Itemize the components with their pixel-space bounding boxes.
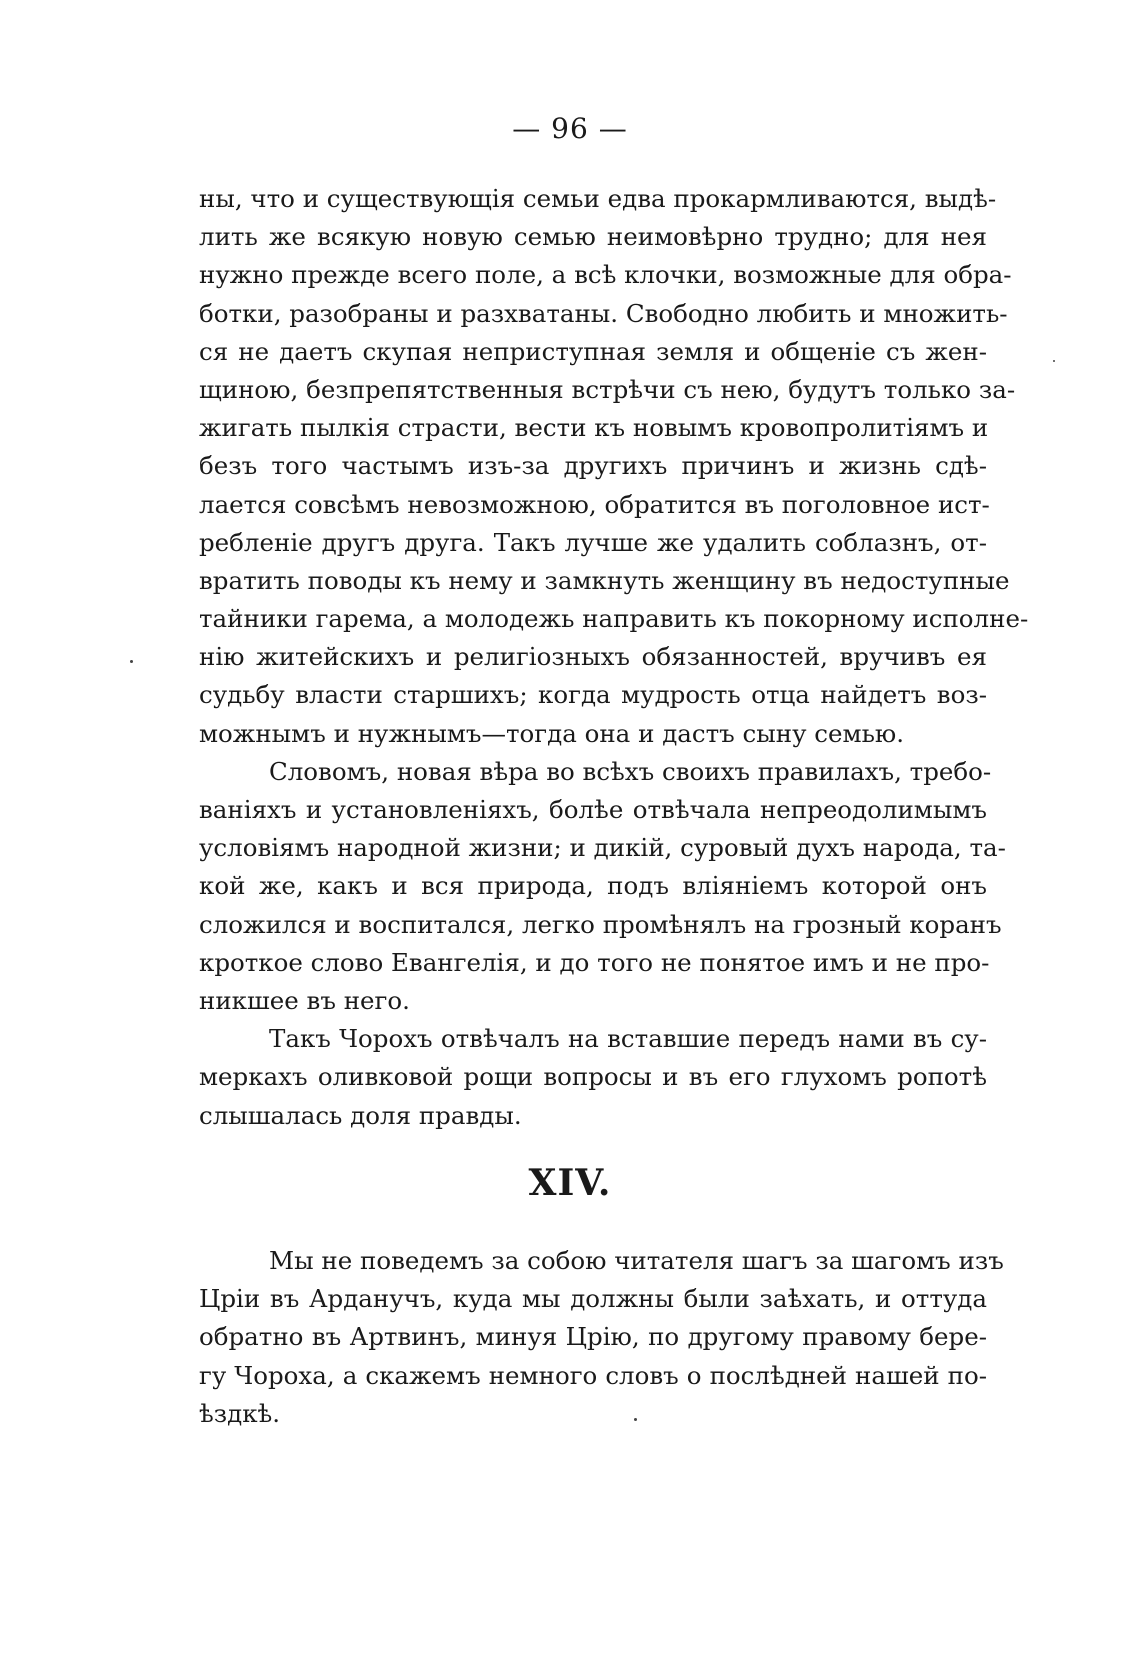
- text-line: ся не даетъ скупая неприступная земля и общеніе съ жен-: [199, 336, 987, 366]
- text-line: нію житейскихъ и религіозныхъ обязанностей, вручивъ ея: [199, 642, 987, 672]
- text-line: обратно въ Артвинъ, минуя Црію, по другому правому бере-: [199, 1322, 987, 1352]
- paper-speck: [1053, 360, 1055, 362]
- text-line: никшее въ него.: [199, 985, 410, 1015]
- text-line: лается совсѣмъ невозможною, обратится въ поголовное ист-: [199, 489, 990, 519]
- chapter-heading: XIV.: [528, 1162, 612, 1204]
- text-line: гу Чороха, а скажемъ немного словъ о послѣдней нашей по-: [199, 1360, 987, 1390]
- paper-speck: [634, 1418, 637, 1421]
- page-number: — 96 —: [512, 112, 628, 145]
- text-line: жигать пылкія страсти, вести къ новымъ кровопролитіямъ и: [199, 413, 989, 443]
- text-line: условіямъ народной жизни; и дикій, суровый духъ народа, та-: [199, 833, 1006, 863]
- text-line: тайники гарема, а молодежь направить къ покорному исполне-: [199, 604, 1029, 634]
- text-line: сложился и воспитался, легко промѣнялъ на грозный коранъ: [199, 909, 1002, 939]
- text-line: судьбу власти старшихъ; когда мудрость отца найдетъ воз-: [199, 680, 987, 710]
- text-line: безъ того частымъ изъ-за другихъ причинъ и жизнь сдѣ-: [199, 451, 987, 481]
- text-line: нужно прежде всего поле, а всѣ клочки, возможные для обра-: [199, 260, 1012, 290]
- text-line: кроткое слово Евангелія, и до того не понятое имъ и не про-: [199, 947, 990, 977]
- text-line: вратить поводы къ нему и замкнуть женщину въ недоступные: [199, 565, 1010, 595]
- main-text: [199, 180, 1029, 1135]
- text-line: ребленіе другъ друга. Такъ лучше же удалить соблазнъ, от-: [199, 527, 987, 557]
- paper-speck: [130, 660, 133, 663]
- text-line: Мы не поведемъ за собою читателя шагъ за шагомъ изъ: [269, 1246, 1004, 1275]
- text-line: ны, что и существующія семьи едва прокармливаются, выдѣ-: [199, 184, 997, 213]
- text-line: Такъ Чорохъ отвѣчалъ на вставшие передъ нами въ су-: [269, 1024, 987, 1054]
- text-line: Словомъ, новая вѣра во всѣхъ своихъ правилахъ, требо-: [269, 756, 992, 786]
- text-line: лить же всякую новую семью неимовѣрно трудно; для нея: [199, 222, 987, 252]
- text-line: ѣздкѣ.: [199, 1398, 281, 1428]
- text-line: ваніяхъ и установленіяхъ, болѣе отвѣчала непреодолимымъ: [199, 795, 987, 824]
- chapter-text: [199, 1242, 1004, 1433]
- text-line: можнымъ и нужнымъ—тогда она и дастъ сыну семью.: [199, 718, 905, 748]
- text-line: меркахъ оливковой рощи вопросы и въ его глухомъ ропотѣ: [199, 1062, 987, 1092]
- text-line: щиною, безпрепятственныя встрѣчи съ нею, будутъ только за-: [199, 374, 1016, 404]
- text-line: Цріи въ Арданучъ, куда мы должны были заѣхать, и оттуда: [199, 1284, 987, 1314]
- text-line: ботки, разобраны и разхватаны. Свободно любить и множить-: [199, 298, 1008, 328]
- text-line: слышалась доля правды.: [199, 1100, 522, 1130]
- text-line: кой же, какъ и вся природа, подъ вліяніемъ которой онъ: [199, 871, 987, 901]
